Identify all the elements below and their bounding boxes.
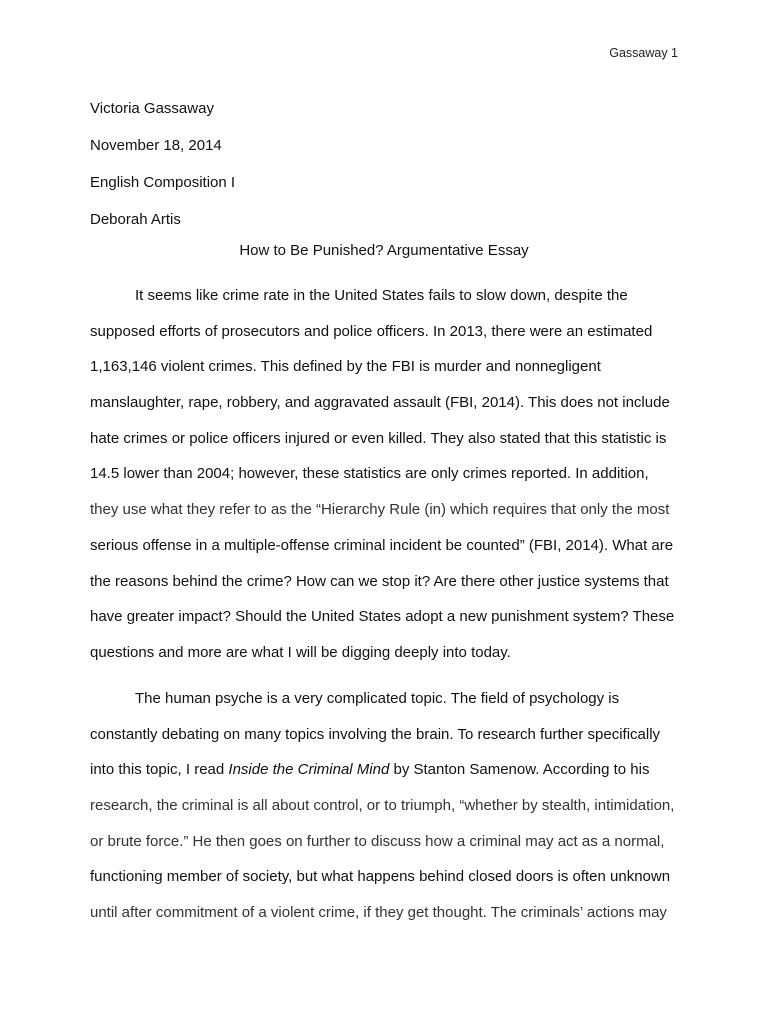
paragraph-line: research, the criminal is all about control, or to triumph, “whether by stealth, intimidation, bbox=[90, 797, 675, 815]
author-name: Victoria Gassaway bbox=[90, 100, 214, 117]
paragraph-line: The human psyche is a very complicated topic. The field of psychology is bbox=[135, 690, 620, 707]
paragraph-line: or brute force.” He then goes on further to discuss how a criminal may act as a normal, bbox=[90, 832, 665, 850]
paragraph-line: the reasons behind the crime? How can we stop it? Are there other justice systems that bbox=[90, 572, 669, 590]
paragraph-line: hate crimes or police officers injured or even killed. They also stated that this statistic is bbox=[90, 429, 667, 447]
line-text: into this topic, I read bbox=[90, 761, 229, 779]
paragraph-line: supposed efforts of prosecutors and police officers. In 2013, there were an estimated bbox=[90, 322, 653, 340]
book-title: Inside the Criminal Mind bbox=[228, 761, 390, 779]
essay-title: How to Be Punished? Argumentative Essay bbox=[239, 242, 529, 259]
paragraph-line: 1,163,146 violent crimes. This defined by the FBI is murder and nonnegligent bbox=[90, 358, 601, 376]
paragraph-line: constantly debating on many topics involving the brain. To research further specifically bbox=[90, 725, 661, 743]
instructor-name: Deborah Artis bbox=[90, 211, 181, 228]
paragraph-1 bbox=[90, 278, 682, 671]
paragraph-line: It seems like crime rate in the United States fails to slow down, despite the bbox=[135, 287, 628, 304]
paragraph-line: until after commitment of a violent crime, if they get thought. The criminals’ actions may bbox=[90, 904, 667, 922]
paragraph-2 bbox=[90, 681, 682, 931]
paragraph-line bbox=[90, 752, 682, 788]
paragraph-line: functioning member of society, but what happens behind closed doors is often unknown bbox=[90, 868, 671, 886]
paragraph-line: have greater impact? Should the United States adopt a new punishment system? These bbox=[90, 608, 675, 626]
mla-heading bbox=[90, 90, 680, 238]
paragraph-line: questions and more are what I will be digging deeply into today. bbox=[90, 643, 511, 661]
paragraph-line: they use what they refer to as the “Hierarchy Rule (in) which requires that only the most bbox=[90, 501, 670, 519]
paragraph-line: 14.5 lower than 2004; however, these statistics are only crimes reported. In addition, bbox=[90, 465, 649, 483]
paragraph-line: manslaughter, rape, robbery, and aggravated assault (FBI, 2014). This does not include bbox=[90, 394, 670, 412]
line-text: by Stanton Samenow. According to his bbox=[389, 761, 650, 779]
course-name: English Composition I bbox=[90, 174, 236, 191]
running-head: Gassaway 1 bbox=[609, 46, 678, 60]
essay-date: November 18, 2014 bbox=[90, 137, 222, 154]
paragraph-line: serious offense in a multiple-offense criminal incident be counted” (FBI, 2014). What are bbox=[90, 536, 674, 554]
